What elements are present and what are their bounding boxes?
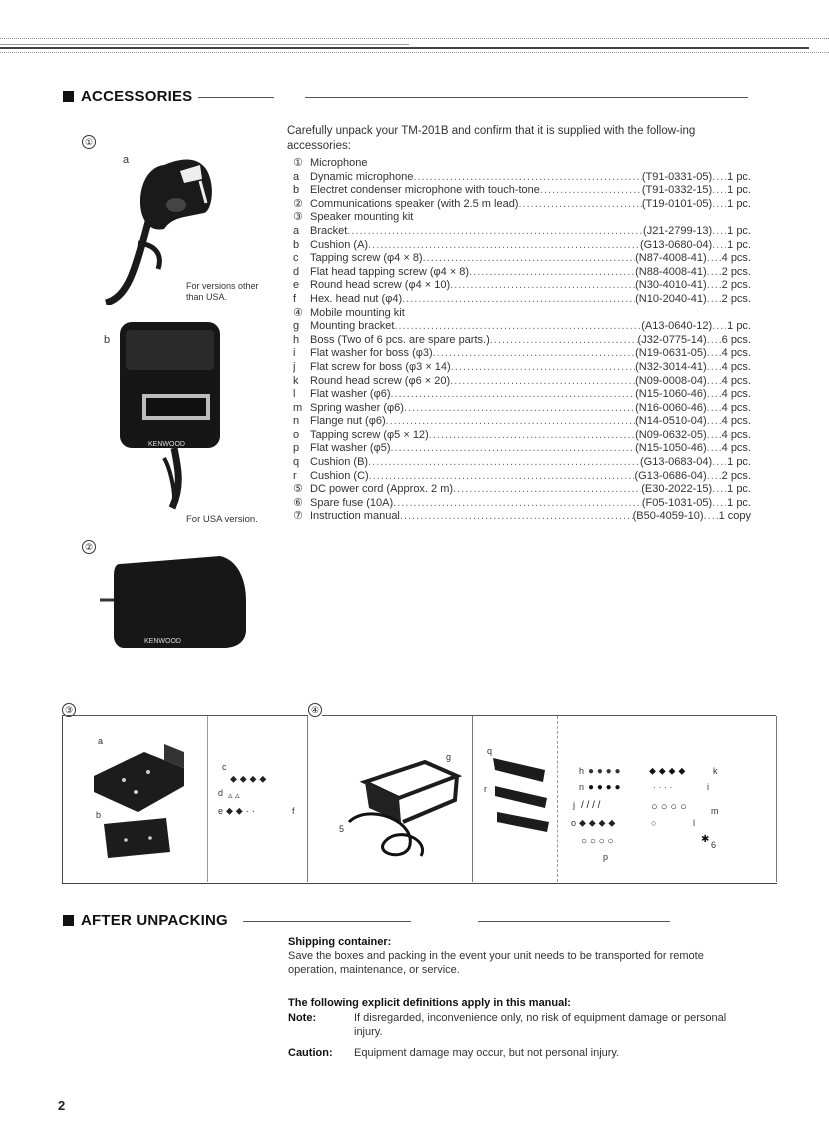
item-name: Mounting bracket (310, 320, 395, 333)
touchtone-microphone-image (112, 318, 232, 514)
item-quantity: 1 pc. (727, 496, 751, 509)
header-rule-3 (0, 47, 809, 49)
item-letter: n (293, 415, 300, 428)
accessory-item (293, 497, 751, 511)
header-rule-4 (0, 52, 829, 53)
header-rule-1 (0, 38, 829, 39)
mic-b-brand: KENWOOD (148, 441, 185, 448)
accessories-rule-right (305, 97, 748, 98)
leader-dots (391, 388, 636, 402)
item-part-number: (N19-0631-05) (635, 347, 707, 360)
leader-dots (450, 375, 635, 389)
caution-label: Caution: (288, 1047, 333, 1059)
item-part-number: (A13-0640-12) (641, 320, 713, 333)
item-part-number: (F05-1031-05) (641, 496, 713, 509)
item-letter: ⑤ (293, 483, 303, 496)
leader-dots (712, 456, 726, 470)
flat-screw-icons: / / / / (581, 800, 601, 811)
item-name: Flat washer (φ5) (310, 442, 391, 455)
note-label: Note: (288, 1012, 317, 1024)
accessory-item (293, 171, 751, 185)
leader-dots (707, 415, 721, 429)
leader-dots (402, 293, 635, 307)
leader-dots (712, 497, 726, 511)
item-quantity: 4 pcs. (721, 347, 751, 360)
leader-dots (712, 184, 726, 198)
item-part-number: (G13-0686-04) (634, 469, 707, 482)
kit-divider-2 (307, 716, 308, 882)
figure-kit4-number: ④ (308, 700, 326, 718)
item-letter: q (293, 456, 300, 469)
leader-dots (707, 388, 721, 402)
accessory-item (293, 470, 751, 484)
leader-dots (712, 239, 726, 253)
shipping-heading: Shipping container: (288, 936, 392, 948)
item-quantity: 2 pcs. (721, 469, 751, 482)
item-name: DC power cord (Approx. 2 m) (310, 483, 454, 496)
item-name: Flat washer for boss (φ3) (310, 347, 433, 360)
figure-mic-number: ① (82, 132, 100, 150)
leader-dots (712, 198, 726, 212)
item-quantity: 2 pcs. (721, 265, 751, 278)
accessory-item (293, 279, 751, 293)
item-quantity: 1 pc. (727, 170, 751, 183)
item-letter: f (293, 292, 297, 305)
leader-dots (707, 252, 721, 266)
shipping-text: Save the boxes and packing in the event your unit needs to be transported for remote operation, maintenance, or service. (288, 950, 704, 976)
kit-panel-top-rule-1 (62, 715, 308, 716)
kit-label-l: l (693, 818, 695, 828)
item-letter: ⑦ (293, 510, 303, 523)
item-name: Spring washer (φ6) (310, 401, 404, 414)
communications-speaker-image (100, 550, 250, 652)
item-part-number: (N30-4010-41) (635, 279, 707, 292)
figure-mic-b-caption: For USA version. (186, 514, 258, 525)
accessory-item (293, 293, 751, 307)
kit-label-i: i (707, 782, 709, 792)
item-quantity: 4 pcs. (721, 415, 751, 428)
caution-text: Equipment damage may occur, but not personal injury. (354, 1047, 620, 1059)
leader-dots (707, 429, 721, 443)
kit-label-b: b (96, 810, 102, 820)
item-letter: h (293, 333, 300, 346)
kit-label-g: g (446, 752, 452, 762)
accessory-item (293, 415, 751, 429)
accessory-item (293, 347, 751, 361)
leader-dots (707, 279, 721, 293)
item-quantity: 4 pcs. (721, 401, 751, 414)
leader-dots (369, 470, 635, 484)
item-quantity: 2 pcs. (721, 292, 751, 305)
kit-label-a: a (98, 736, 104, 746)
item-name: Boss (Two of 6 pcs. are spare parts.) (310, 333, 490, 346)
item-quantity: 1 copy (718, 510, 751, 523)
item-name: Hex. head nut (φ4) (310, 292, 403, 305)
accessory-item (293, 483, 751, 497)
item-letter: d (293, 265, 300, 278)
item-name: Tapping screw (φ4 × 8) (310, 252, 423, 265)
item-letter: ⑥ (293, 496, 303, 509)
spring-washer-icons: ○ ○ ○ ○ (651, 801, 687, 813)
item-quantity: 1 pc. (727, 483, 751, 496)
accessory-item (293, 402, 751, 416)
accessory-item (293, 198, 751, 212)
accessory-item (293, 510, 751, 524)
item-part-number: (J32-0775-14) (637, 333, 707, 346)
kit-label-f: f (292, 806, 295, 816)
accessory-item (293, 239, 751, 253)
kit-label-5: 5 (339, 824, 345, 834)
leader-dots (707, 470, 721, 484)
item-quantity: 1 pc. (727, 197, 751, 210)
speaker-mounting-kit-image (64, 722, 304, 877)
leader-dots (707, 375, 721, 389)
round-screw-6-icons: ⬥ ⬥ ⬥ ⬥ (649, 766, 686, 777)
item-name: Cushion (A) (310, 238, 369, 251)
item-part-number: (N09-0632-05) (635, 428, 707, 441)
item-name: Cushion (C) (310, 469, 369, 482)
tapping-screw-icons: ⬥ ⬥ ⬥ ⬥ (230, 774, 267, 785)
spare-fuse-icon: ✱ (701, 834, 710, 845)
item-part-number: (T19-0101-05) (641, 197, 713, 210)
accessory-item (293, 184, 751, 198)
kit-label-r: r (484, 784, 487, 794)
item-letter: ④ (293, 306, 303, 319)
leader-dots (712, 171, 726, 185)
item-quantity: 6 pcs. (721, 333, 751, 346)
round-screw-icons: ⬥ ⬥ · · (226, 806, 255, 817)
leader-dots (413, 171, 641, 185)
leader-dots (368, 239, 640, 253)
item-name: Speaker mounting kit (310, 211, 414, 224)
item-letter: a (293, 224, 300, 237)
leader-dots (451, 361, 635, 375)
leader-dots (704, 510, 718, 524)
accessory-item (293, 334, 751, 348)
kit-label-m: m (711, 806, 719, 816)
speaker-brand: KENWOOD (144, 638, 181, 645)
kit-label-6: 6 (711, 840, 717, 850)
item-letter: o (293, 428, 300, 441)
leader-dots (386, 415, 635, 429)
accessory-item (293, 361, 751, 375)
after-rule-left (243, 921, 411, 922)
accessory-item (293, 252, 751, 266)
accessories-intro: Carefully unpack your TM-201B and confirm that it is supplied with the follow-ing accessories: (287, 125, 696, 152)
leader-dots (423, 252, 635, 266)
page-number: 2 (58, 1098, 66, 1113)
item-part-number: (N10-2040-41) (635, 292, 707, 305)
figure-mic-b-letter: b (104, 334, 111, 346)
item-letter: m (293, 401, 303, 414)
leader-dots (707, 293, 721, 307)
item-letter: ① (293, 157, 303, 169)
definitions-heading: The following explicit definitions apply in this manual: (288, 997, 571, 1009)
kit-label-k: k (713, 766, 718, 776)
accessories-heading: ACCESSORIES (63, 88, 192, 105)
item-name: Flat head tapping screw (φ4 × 8) (310, 265, 470, 278)
item-quantity: 4 pcs. (721, 374, 751, 387)
leader-dots (707, 361, 721, 375)
accessory-item (293, 307, 751, 321)
item-name: Communications speaker (with 2.5 m lead) (310, 197, 519, 210)
leader-dots (368, 456, 640, 470)
item-part-number: (T91-0331-05) (641, 170, 713, 183)
accessory-item (293, 375, 751, 389)
item-quantity: 4 pcs. (721, 388, 751, 401)
flat-washer-5-icons: ○ ○ ○ ○ (581, 836, 614, 847)
item-part-number: (T91-0332-15) (641, 184, 713, 197)
item-quantity: 1 pc. (727, 184, 751, 197)
item-letter: ③ (293, 211, 303, 224)
accessory-item (293, 388, 751, 402)
figure-speaker-number: ② (82, 537, 100, 555)
item-part-number: (E30-2022-15) (641, 483, 713, 496)
leader-dots (707, 442, 721, 456)
item-part-number: (N87-4008-41) (635, 252, 707, 265)
item-quantity: 1 pc. (727, 224, 751, 237)
item-name: Flange nut (φ6) (310, 415, 386, 428)
item-quantity: 2 pcs. (721, 279, 751, 292)
kit-label-j: j (573, 800, 575, 810)
item-quantity: 4 pcs. (721, 428, 751, 441)
flange-nut-icons: ● ● ● ● (588, 782, 621, 793)
boss-icons: ● ● ● ● (588, 766, 621, 777)
accessory-item (293, 320, 751, 334)
kit-label-n: n (579, 782, 585, 792)
mobile-mounting-kit-image (309, 722, 775, 877)
item-part-number: (N14-0510-04) (635, 415, 707, 428)
leader-dots (469, 266, 635, 280)
item-quantity: 1 pc. (727, 456, 751, 469)
heading-square-icon (63, 91, 74, 102)
leader-dots (712, 483, 726, 497)
kit-label-h: h (579, 766, 585, 776)
figure-mic-a-letter: a (123, 154, 130, 166)
item-letter: p (293, 442, 300, 455)
accessories-rule-left (198, 97, 274, 98)
leader-dots (490, 334, 638, 348)
item-name: Mobile mounting kit (310, 306, 405, 319)
item-quantity: 4 pcs. (721, 442, 751, 455)
accessory-list (293, 157, 751, 524)
item-part-number: (G13-0680-04) (639, 238, 713, 251)
kit-label-o: o (571, 818, 577, 828)
item-letter: b (293, 184, 300, 197)
kit-label-d: d (218, 788, 224, 798)
item-letter: i (293, 347, 296, 360)
accessory-item (293, 157, 751, 171)
kit-divider-5 (776, 716, 777, 882)
leader-dots (433, 347, 635, 361)
figure-mic-a-caption: For versions other than USA. (186, 281, 259, 302)
item-name: Round head screw (φ6 × 20) (310, 374, 451, 387)
leader-dots (707, 347, 721, 361)
accessory-item (293, 456, 751, 470)
accessory-item (293, 225, 751, 239)
washer-boss-icons: ○ (651, 818, 657, 828)
leader-dots (391, 442, 636, 456)
item-name: Dynamic microphone (310, 170, 414, 183)
note-text: If disregarded, inconvenience only, no risk of equipment damage or personal injury. (354, 1012, 727, 1038)
item-part-number: (N88-4008-41) (635, 265, 707, 278)
leader-dots (707, 402, 721, 416)
item-part-number: (J21-2799-13) (643, 224, 713, 237)
item-part-number: (B50-4059-10) (632, 510, 704, 523)
item-part-number: (N09-0008-04) (635, 374, 707, 387)
item-name: Instruction manual (310, 510, 400, 523)
leader-dots (347, 225, 643, 239)
item-part-number: (N15-1050-46) (635, 442, 707, 455)
item-letter: j (293, 360, 296, 373)
item-letter: g (293, 320, 300, 333)
heading-square-icon (63, 915, 74, 926)
item-name: Bracket (310, 224, 348, 237)
leader-dots (707, 266, 721, 280)
item-name: Microphone (310, 157, 368, 169)
leader-dots (393, 497, 642, 511)
item-part-number: (G13-0683-04) (639, 456, 713, 469)
item-quantity: 4 pcs. (721, 360, 751, 373)
leader-dots (404, 402, 635, 416)
item-part-number: (N15-1060-46) (635, 388, 707, 401)
kit-label-q: q (487, 746, 493, 756)
leader-dots (712, 225, 726, 239)
flathead-screw-icons: ▵ ▵ (228, 790, 240, 800)
item-letter: b (293, 238, 300, 251)
item-letter: e (293, 279, 300, 292)
kit-panel-top-rule-2 (322, 715, 776, 716)
accessory-item (293, 211, 751, 225)
leader-dots (707, 334, 721, 348)
accessory-item (293, 429, 751, 443)
after-unpacking-heading: AFTER UNPACKING (63, 912, 228, 929)
figure-kit3-number: ③ (62, 700, 80, 718)
item-letter: ② (293, 197, 303, 210)
item-letter: k (293, 374, 299, 387)
item-name: Electret condenser microphone with touch-tone (310, 184, 540, 197)
item-letter: a (293, 170, 300, 183)
item-part-number: (N16-0060-46) (635, 401, 707, 414)
item-name: Flat washer (φ6) (310, 388, 391, 401)
leader-dots (400, 510, 633, 524)
tapping-screw-5-icons: ⬥ ⬥ ⬥ ⬥ (579, 818, 616, 829)
leader-dots (453, 483, 641, 497)
leader-dots (518, 198, 641, 212)
accessory-item (293, 442, 751, 456)
item-letter: c (293, 252, 299, 265)
item-name: Cushion (B) (310, 456, 369, 469)
header-rule-2 (0, 44, 409, 45)
item-name: Spare fuse (10A) (310, 496, 394, 509)
item-name: Flat screw for boss (φ3 × 14) (310, 360, 451, 373)
flat-washer-6-icons: · · · · (653, 782, 673, 792)
leader-dots (394, 320, 641, 334)
item-name: Tapping screw (φ5 × 12) (310, 428, 429, 441)
leader-dots (429, 429, 635, 443)
kit-label-e: e (218, 806, 224, 816)
item-letter: r (293, 469, 297, 482)
kit-label-c: c (222, 762, 227, 772)
item-quantity: 1 pc. (727, 320, 751, 333)
leader-dots (450, 279, 635, 293)
item-name: Round head screw (φ4 × 10) (310, 279, 451, 292)
item-letter: l (293, 388, 296, 401)
kit-label-p: p (603, 852, 609, 862)
leader-dots (540, 184, 642, 198)
accessory-item (293, 266, 751, 280)
item-part-number: (N32-3014-41) (635, 360, 707, 373)
leader-dots (712, 320, 726, 334)
item-quantity: 4 pcs. (721, 252, 751, 265)
after-rule-right (478, 921, 670, 922)
item-quantity: 1 pc. (727, 238, 751, 251)
